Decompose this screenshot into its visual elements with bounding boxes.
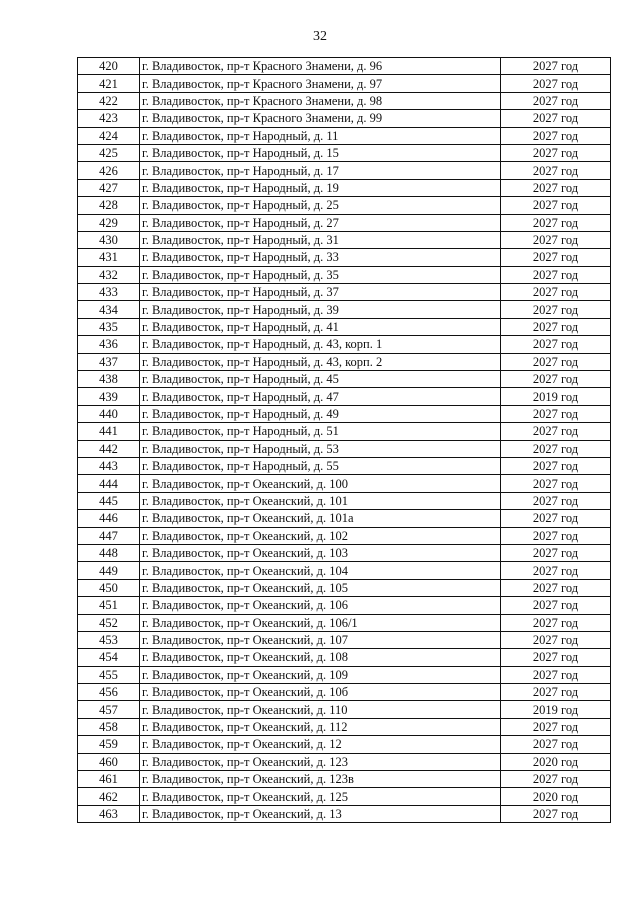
row-year: 2020 год [501,753,611,770]
row-address: г. Владивосток, пр-т Океанский, д. 123 [140,753,501,770]
table-row [78,753,611,770]
row-address: г. Владивосток, пр-т Народный, д. 33 [140,249,501,266]
table-row [78,162,611,179]
row-number: 437 [78,353,140,370]
row-address: г. Владивосток, пр-т Народный, д. 45 [140,371,501,388]
row-address: г. Владивосток, пр-т Океанский, д. 12 [140,736,501,753]
table-row [78,423,611,440]
row-number: 455 [78,666,140,683]
table-row [78,457,611,474]
table-row [78,718,611,735]
row-year: 2027 год [501,736,611,753]
table-row [78,510,611,527]
address-table [77,57,611,823]
row-number: 441 [78,423,140,440]
row-number: 461 [78,771,140,788]
table-row [78,318,611,335]
row-number: 426 [78,162,140,179]
table-row [78,58,611,75]
row-address: г. Владивосток, пр-т Народный, д. 55 [140,457,501,474]
row-year: 2027 год [501,301,611,318]
row-address: г. Владивосток, пр-т Народный, д. 47 [140,388,501,405]
row-year: 2019 год [501,388,611,405]
row-year: 2027 год [501,510,611,527]
table-row [78,440,611,457]
row-address: г. Владивосток, пр-т Народный, д. 25 [140,197,501,214]
row-number: 442 [78,440,140,457]
row-address: г. Владивосток, пр-т Океанский, д. 123в [140,771,501,788]
row-address: г. Владивосток, пр-т Океанский, д. 125 [140,788,501,805]
row-number: 436 [78,336,140,353]
row-year: 2027 год [501,440,611,457]
table-row [78,649,611,666]
row-number: 434 [78,301,140,318]
row-number: 440 [78,405,140,422]
table-row [78,805,611,822]
row-address: г. Владивосток, пр-т Народный, д. 11 [140,127,501,144]
row-number: 454 [78,649,140,666]
table-row [78,197,611,214]
row-number: 450 [78,579,140,596]
row-number: 429 [78,214,140,231]
table-row [78,179,611,196]
row-year: 2027 год [501,666,611,683]
row-number: 421 [78,75,140,92]
row-address: г. Владивосток, пр-т Океанский, д. 102 [140,527,501,544]
row-year: 2027 год [501,371,611,388]
row-number: 422 [78,92,140,109]
row-address: г. Владивосток, пр-т Океанский, д. 10б [140,684,501,701]
row-address: г. Владивосток, пр-т Народный, д. 43, корп. 2 [140,353,501,370]
table-row [78,771,611,788]
row-address: г. Владивосток, пр-т Народный, д. 49 [140,405,501,422]
row-year: 2027 год [501,144,611,161]
table-row [78,492,611,509]
row-year: 2027 год [501,318,611,335]
row-address: г. Владивосток, пр-т Народный, д. 15 [140,144,501,161]
row-year: 2027 год [501,614,611,631]
row-number: 446 [78,510,140,527]
row-number: 453 [78,631,140,648]
row-address: г. Владивосток, пр-т Океанский, д. 103 [140,544,501,561]
row-year: 2027 год [501,405,611,422]
row-number: 447 [78,527,140,544]
row-address: г. Владивосток, пр-т Народный, д. 53 [140,440,501,457]
row-address: г. Владивосток, пр-т Океанский, д. 106/1 [140,614,501,631]
table-row [78,144,611,161]
row-number: 423 [78,110,140,127]
row-number: 460 [78,753,140,770]
table-row [78,75,611,92]
row-address: г. Владивосток, пр-т Народный, д. 31 [140,231,501,248]
row-year: 2020 год [501,788,611,805]
row-address: г. Владивосток, пр-т Океанский, д. 110 [140,701,501,718]
row-year: 2027 год [501,718,611,735]
row-year: 2027 год [501,544,611,561]
row-year: 2027 год [501,75,611,92]
row-address: г. Владивосток, пр-т Красного Знамени, д. 97 [140,75,501,92]
row-address: г. Владивосток, пр-т Народный, д. 35 [140,266,501,283]
table-row [78,475,611,492]
row-number: 435 [78,318,140,335]
table-row [78,231,611,248]
row-year: 2027 год [501,284,611,301]
row-year: 2027 год [501,492,611,509]
row-year: 2027 год [501,631,611,648]
table-row [78,597,611,614]
row-address: г. Владивосток, пр-т Народный, д. 41 [140,318,501,335]
row-year: 2027 год [501,92,611,109]
row-number: 420 [78,58,140,75]
row-address: г. Владивосток, пр-т Красного Знамени, д. 98 [140,92,501,109]
row-address: г. Владивосток, пр-т Красного Знамени, д. 96 [140,58,501,75]
row-year: 2027 год [501,649,611,666]
row-year: 2027 год [501,127,611,144]
table-row [78,336,611,353]
row-number: 430 [78,231,140,248]
row-year: 2027 год [501,214,611,231]
table-row [78,579,611,596]
table-row [78,701,611,718]
table-row [78,562,611,579]
row-year: 2027 год [501,249,611,266]
row-number: 425 [78,144,140,161]
row-number: 428 [78,197,140,214]
row-number: 448 [78,544,140,561]
row-address: г. Владивосток, пр-т Океанский, д. 13 [140,805,501,822]
row-number: 458 [78,718,140,735]
table-row [78,388,611,405]
row-year: 2019 год [501,701,611,718]
row-year: 2027 год [501,266,611,283]
table-row [78,110,611,127]
row-year: 2027 год [501,579,611,596]
row-address: г. Владивосток, пр-т Океанский, д. 106 [140,597,501,614]
row-number: 443 [78,457,140,474]
row-year: 2027 год [501,423,611,440]
row-address: г. Владивосток, пр-т Океанский, д. 112 [140,718,501,735]
row-address: г. Владивосток, пр-т Народный, д. 43, корп. 1 [140,336,501,353]
row-year: 2027 год [501,771,611,788]
row-year: 2027 год [501,179,611,196]
table-row [78,214,611,231]
row-year: 2027 год [501,475,611,492]
row-number: 444 [78,475,140,492]
row-address: г. Владивосток, пр-т Океанский, д. 105 [140,579,501,596]
row-year: 2027 год [501,684,611,701]
row-number: 427 [78,179,140,196]
row-number: 456 [78,684,140,701]
row-address: г. Владивосток, пр-т Красного Знамени, д. 99 [140,110,501,127]
row-number: 451 [78,597,140,614]
row-address: г. Владивосток, пр-т Океанский, д. 101а [140,510,501,527]
row-year: 2027 год [501,336,611,353]
table-row [78,614,611,631]
table-row [78,736,611,753]
row-address: г. Владивосток, пр-т Народный, д. 37 [140,284,501,301]
row-number: 459 [78,736,140,753]
row-year: 2027 год [501,597,611,614]
row-year: 2027 год [501,110,611,127]
row-number: 462 [78,788,140,805]
table-row [78,92,611,109]
table-row [78,684,611,701]
row-number: 449 [78,562,140,579]
row-year: 2027 год [501,562,611,579]
row-address: г. Владивосток, пр-т Народный, д. 19 [140,179,501,196]
row-number: 431 [78,249,140,266]
row-address: г. Владивосток, пр-т Океанский, д. 109 [140,666,501,683]
table-row [78,249,611,266]
row-number: 457 [78,701,140,718]
table-row [78,527,611,544]
table-row [78,405,611,422]
row-address: г. Владивосток, пр-т Народный, д. 17 [140,162,501,179]
table-row [78,284,611,301]
table-row [78,266,611,283]
table-row [78,631,611,648]
row-number: 433 [78,284,140,301]
row-year: 2027 год [501,805,611,822]
row-number: 432 [78,266,140,283]
table-row [78,544,611,561]
row-address: г. Владивосток, пр-т Океанский, д. 107 [140,631,501,648]
row-year: 2027 год [501,353,611,370]
row-year: 2027 год [501,162,611,179]
table-row [78,666,611,683]
row-address: г. Владивосток, пр-т Народный, д. 39 [140,301,501,318]
table-row [78,353,611,370]
row-year: 2027 год [501,457,611,474]
page-number: 32 [313,29,327,44]
row-number: 463 [78,805,140,822]
row-number: 452 [78,614,140,631]
row-address: г. Владивосток, пр-т Океанский, д. 100 [140,475,501,492]
row-year: 2027 год [501,527,611,544]
row-year: 2027 год [501,231,611,248]
row-number: 438 [78,371,140,388]
table-body [78,58,611,823]
row-address: г. Владивосток, пр-т Народный, д. 51 [140,423,501,440]
table-row [78,301,611,318]
row-year: 2027 год [501,58,611,75]
row-year: 2027 год [501,197,611,214]
row-address: г. Владивосток, пр-т Океанский, д. 101 [140,492,501,509]
table-row [78,127,611,144]
row-address: г. Владивосток, пр-т Народный, д. 27 [140,214,501,231]
row-address: г. Владивосток, пр-т Океанский, д. 108 [140,649,501,666]
row-number: 445 [78,492,140,509]
row-address: г. Владивосток, пр-т Океанский, д. 104 [140,562,501,579]
table-row [78,788,611,805]
row-number: 439 [78,388,140,405]
table-row [78,371,611,388]
row-number: 424 [78,127,140,144]
